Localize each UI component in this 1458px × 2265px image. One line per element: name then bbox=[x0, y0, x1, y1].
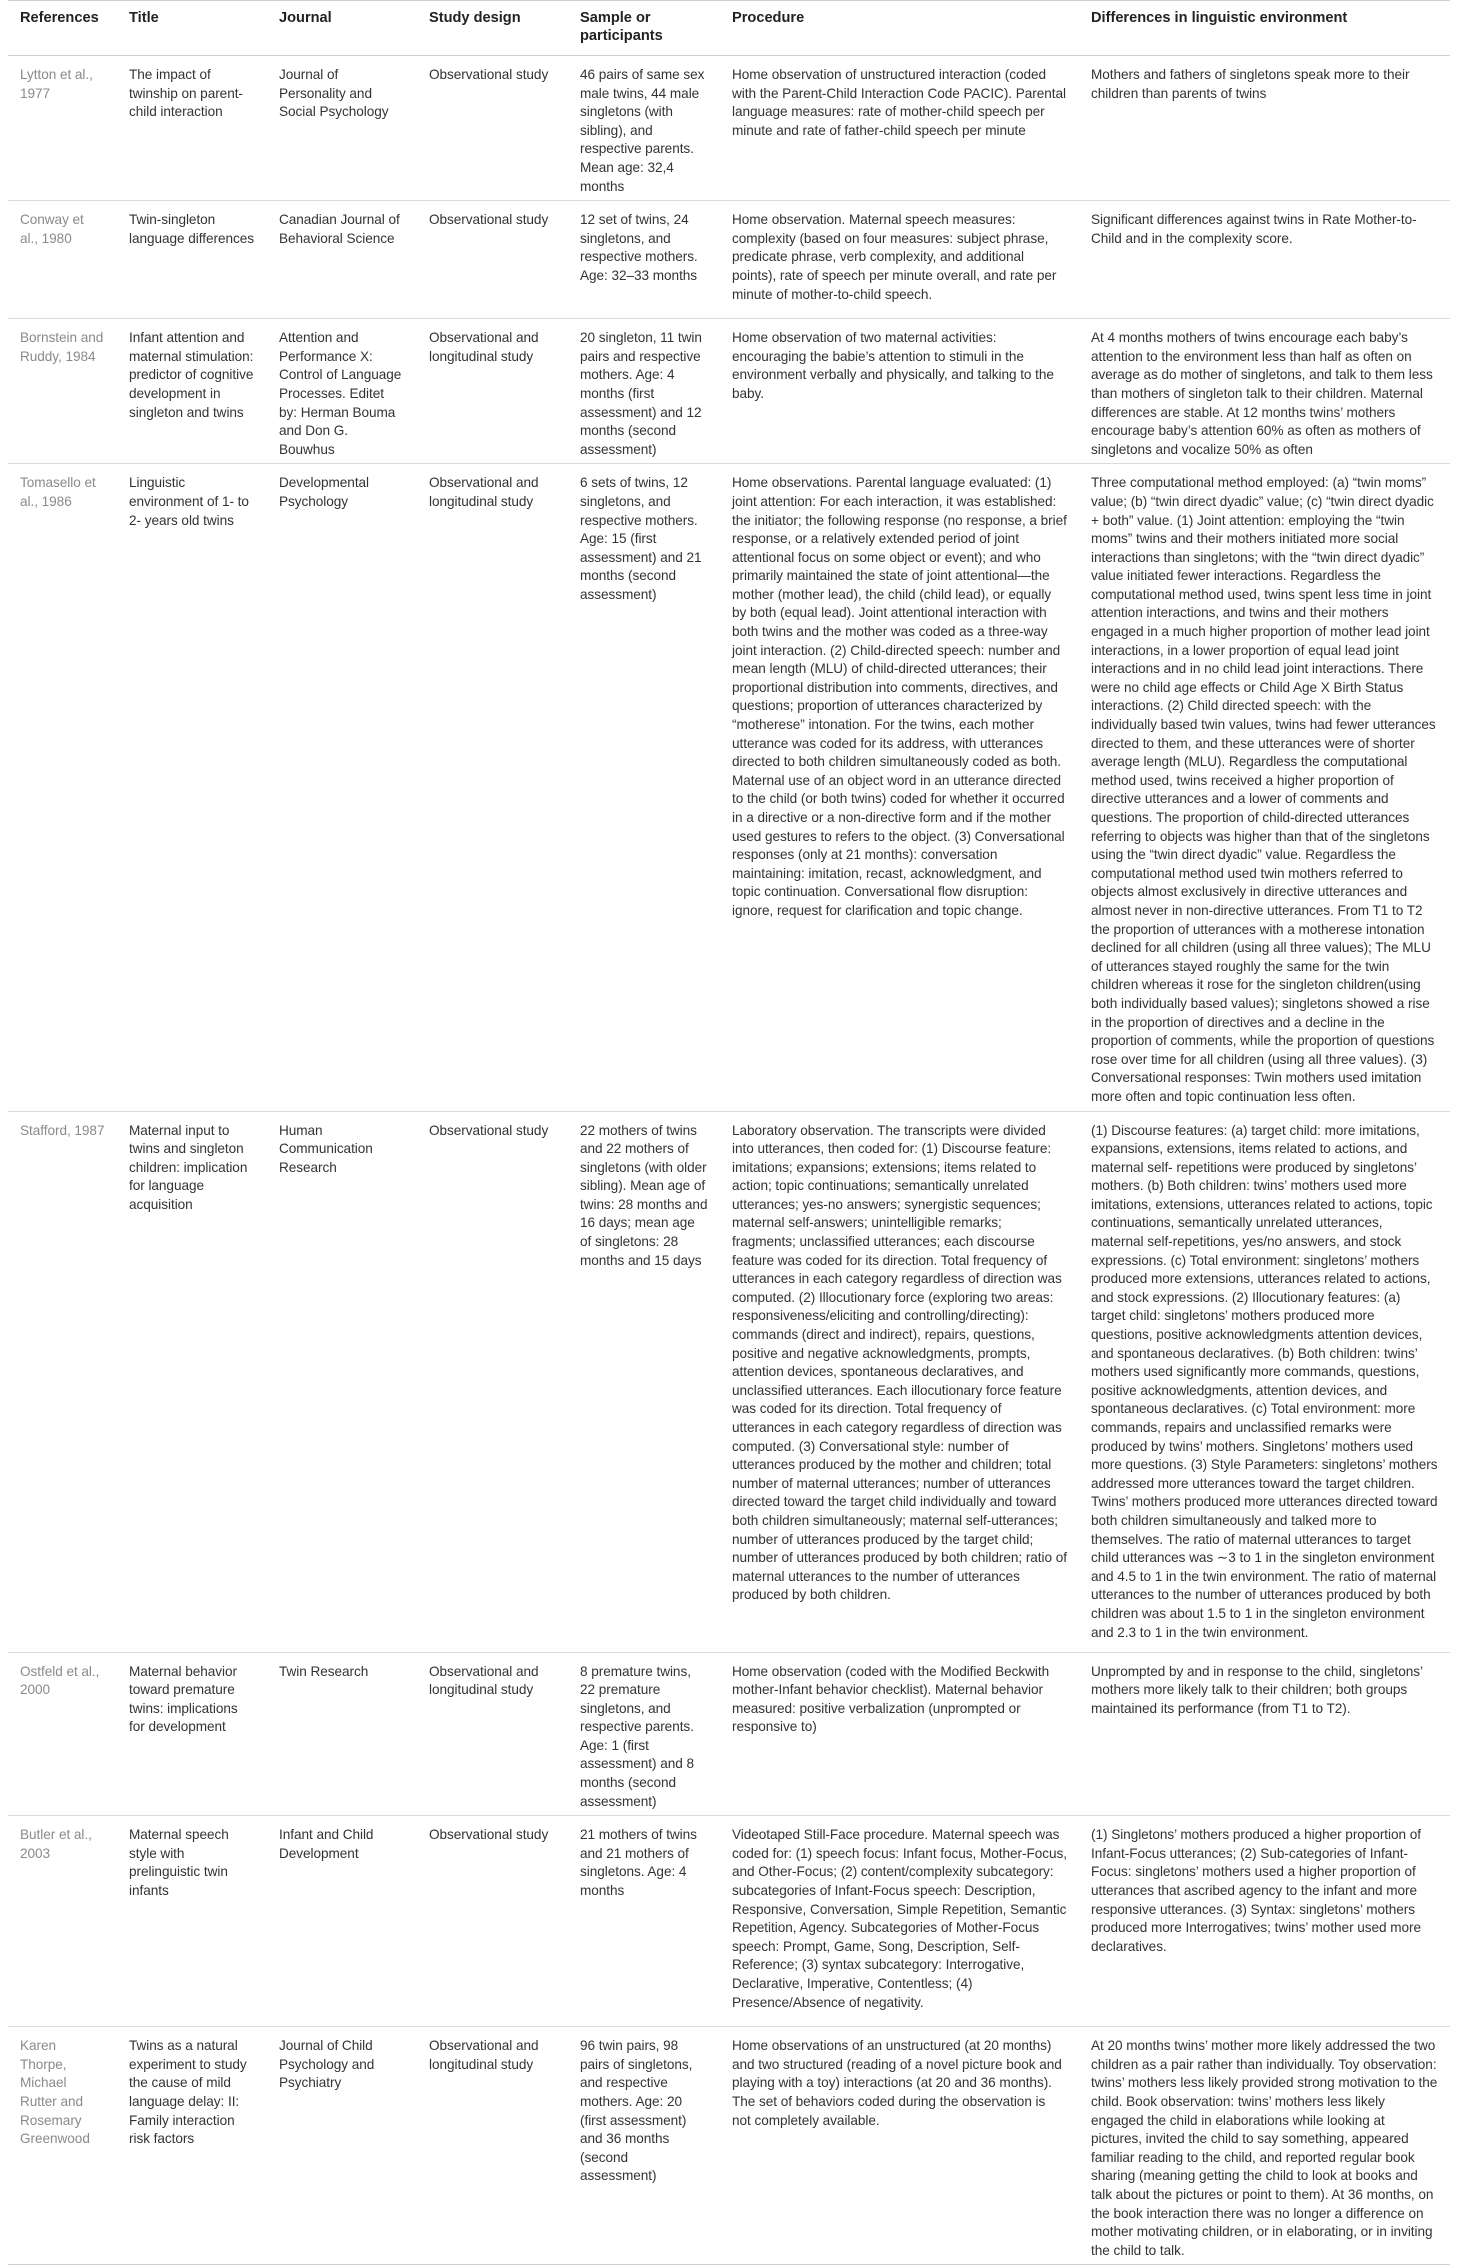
cell-reference: Conway et al., 1980 bbox=[8, 201, 117, 319]
table-row bbox=[8, 1816, 1450, 2027]
cell-procedure: Home observation. Maternal speech measures: complexity (based on four measures: subject phrase, predicate phrase, verb complexity, and additional points), rate of speech per minute overall, and rate per minute of mother-to-child speech. bbox=[720, 201, 1079, 319]
cell-journal: Human Communication Research bbox=[267, 1111, 417, 1652]
cell-procedure: Laboratory observation. The transcripts were divided into utterances, then coded for: (1) Discourse feature: imitations; expansions; extensions; items related to action; topic continuations; semantically unrelated utterances; yes-no answers; synergistic sequences; maternal self-answers; unintelligible remarks; fragments; unclassified utterances; each discourse feature was coded for its direction. Total frequency of utterances in each category regardless of direction was computed. (2) Illocutionary force (exploring two areas: responsiveness/eliciting and controlling/directing): commands (direct and indirect), repairs, questions, positive and negative acknowledgments, prompts, attention devices, spontaneous declaratives, and unclassified utterances. Each illocutionary force feature was coded for its direction. Total frequency of utterances in each category regardless of direction was computed. (3) Conversational style: number of utterances produced by the mother and children; total number of maternal utterances; number of utterances directed toward the target child individually and toward both children simultaneously; maternal self-utterances; number of utterances produced by the target child; number of utterances produced by both children; ratio of maternal utterances to the number of utterances produced by both children. bbox=[720, 1111, 1079, 1652]
cell-differences: (1) Singletons’ mothers produced a higher proportion of Infant-Focus utterances; (2) Sub-categories of Infant-Focus: singletons’ mothers used a higher proportion of utterances that ascribed agency to the infant and more responsive utterances. (3) Syntax: singletons’ mothers produced more Interrogatives; twins’ mother used more declaratives. bbox=[1079, 1816, 1450, 2027]
cell-journal: Journal of Personality and Social Psychology bbox=[267, 56, 417, 201]
cell-differences: Three computational method employed: (a) “twin moms” value; (b) “twin direct dyadic” value; (c) “twin direct dyadic + both” value. (1) Joint attention: employing the “twin moms” twins and their mothers initiated more social interactions than singletons; with the “twin direct dyadic” value initiated fewer interactions. Regardless the computational method used, twins spent less time in joint attention interactions, and twins and their mothers engaged in a much higher proportion of mother lead joint interactions, in a lower proportion of equal lead joint interactions and in no child lead joint interactions. There were no child age effects or Child Age X Birth Status interactions. (2) Child directed speech: with the individually based twin values, twins had fewer utterances directed to them, and these utterances were of shorter average length (MLU). Regardless the computational method used, twins received a higher proportion of directive utterances and a lower of comments and questions. The proportion of child-directed utterances referring to objects was higher than that of the singletons using the “twin direct dyadic” value. Regardless the computational method used twin mothers referred to objects almost exclusively in directive utterances and almost never in non-directive utterances. From T1 to T2 the proportion of utterances with a motherese intonation declined for all children (using all three values); The MLU of utterances stayed roughly the same for the twin children whereas it rose for the singleton children(using both individually based values); singletons showed a rise in the proportion of directives and a decline in the proportion of comments, while the proportion of questions rose over time for all children (using all three values). (3) Conversational responses: Twin mothers used imitation more often and topic continuation less often. bbox=[1079, 464, 1450, 1111]
cell-journal: Twin Research bbox=[267, 1652, 417, 1816]
cell-journal: Attention and Performance X: Control of Language Processes. Editet by: Herman Bouma and Don G. Bouwhus bbox=[267, 319, 417, 464]
cell-procedure: Home observations of an unstructured (at 20 months) and two structured (reading of a novel picture book and playing with a toy) interactions (at 20 and 36 months). The set of behaviors coded during the observation is not completely available. bbox=[720, 2027, 1079, 2265]
cell-journal: Infant and Child Development bbox=[267, 1816, 417, 2027]
cell-design: Observational study bbox=[417, 1111, 568, 1652]
cell-title: Linguistic environment of 1- to 2- years old twins bbox=[117, 464, 267, 1111]
cell-procedure: Home observation of two maternal activities: encouraging the babie’s attention to stimuli in the environment verbally and physically, and talking to the baby. bbox=[720, 319, 1079, 464]
table-row bbox=[8, 201, 1450, 319]
cell-reference: Lytton et al., 1977 bbox=[8, 56, 117, 201]
header-sample: Sample or participants bbox=[568, 1, 720, 56]
cell-reference: Stafford, 1987 bbox=[8, 1111, 117, 1652]
cell-journal: Developmental Psychology bbox=[267, 464, 417, 1111]
studies-table bbox=[8, 0, 1450, 2265]
cell-reference: Tomasello et al., 1986 bbox=[8, 464, 117, 1111]
cell-sample: 46 pairs of same sex male twins, 44 male singletons (with sibling), and respective parents. Mean age: 32,4 months bbox=[568, 56, 720, 201]
table-row bbox=[8, 56, 1450, 201]
cell-differences: (1) Discourse features: (a) target child: more imitations, expansions, extensions, items related to actions, and maternal self- repetitions were produced by singletons’ mothers. (b) Both children: twins’ mothers used more imitations, extensions, utterances related to actions, topic continuations, semantically unrelated utterances, maternal self-repetitions, yes/no answers, and stock expressions. (c) Total environment: singletons’ mothers produced more extensions, utterances related to actions, and stock expressions. (2) Illocutionary features: (a) target child: singletons’ mothers produced more questions, positive acknowledgments attention devices, and spontaneous declaratives. (b) Both children: twins’ mothers used significantly more commands, questions, positive acknowledgments, attention devices, and spontaneous declaratives. (c) Total environment: more commands, repairs and unclassified remarks were produced by twins’ mothers. Singletons’ mothers used more questions. (3) Style Parameters: singletons’ mothers addressed more utterances toward the target children. Twins’ mothers produced more utterances directed toward both children simultaneously and talked more to themselves. The ratio of maternal utterances to target child utterances was ∼3 to 1 in the singleton environment and 4.5 to 1 in the twin environment. The ratio of maternal utterances to the number of utterances produced by both children was about 1.5 to 1 in the singleton environment and 2.3 to 1 in the twin environment. bbox=[1079, 1111, 1450, 1652]
cell-reference: Butler et al., 2003 bbox=[8, 1816, 117, 2027]
cell-differences: Mothers and fathers of singletons speak more to their children than parents of twins bbox=[1079, 56, 1450, 201]
cell-differences: Significant differences against twins in Rate Mother-to-Child and in the complexity score. bbox=[1079, 201, 1450, 319]
cell-title: Maternal behavior toward premature twins: implications for development bbox=[117, 1652, 267, 1816]
cell-differences: Unprompted by and in response to the child, singletons’ mothers more likely talk to their children; both groups maintained its performance (from T1 to T2). bbox=[1079, 1652, 1450, 1816]
cell-reference: Karen Thorpe, Michael Rutter and Rosemary Greenwood bbox=[8, 2027, 117, 2265]
cell-design: Observational and longitudinal study bbox=[417, 464, 568, 1111]
cell-design: Observational and longitudinal study bbox=[417, 319, 568, 464]
table-row bbox=[8, 464, 1450, 1111]
table-row bbox=[8, 2027, 1450, 2265]
cell-design: Observational and longitudinal study bbox=[417, 2027, 568, 2265]
cell-title: Infant attention and maternal stimulation: predictor of cognitive development in singleton and twins bbox=[117, 319, 267, 464]
cell-reference: Ostfeld et al., 2000 bbox=[8, 1652, 117, 1816]
header-procedure: Procedure bbox=[720, 1, 1079, 56]
cell-sample: 6 sets of twins, 12 singletons, and respective mothers. Age: 15 (first assessment) and 21 months (second assessment) bbox=[568, 464, 720, 1111]
cell-journal: Journal of Child Psychology and Psychiatry bbox=[267, 2027, 417, 2265]
cell-sample: 20 singleton, 11 twin pairs and respective mothers. Age: 4 months (first assessment) and 12 months (second assessment) bbox=[568, 319, 720, 464]
cell-title: Twins as a natural experiment to study the cause of mild language delay: II: Family interaction risk factors bbox=[117, 2027, 267, 2265]
header-references: References bbox=[8, 1, 117, 56]
cell-title: Twin-singleton language differences bbox=[117, 201, 267, 319]
table-row bbox=[8, 319, 1450, 464]
cell-sample: 21 mothers of twins and 21 mothers of singletons. Age: 4 months bbox=[568, 1816, 720, 2027]
cell-reference: Bornstein and Ruddy, 1984 bbox=[8, 319, 117, 464]
cell-procedure: Home observations. Parental language evaluated: (1) joint attention: For each interaction, it was established: the initiator; the following response (no response, a brief response, or a relatively extended period of joint attentional focus on some object or event); and who primarily maintained the state of joint attentional—the mother (mother lead), the child (child lead), or equally by both (equal lead). Joint attentional interaction with both twins and the mother was coded as a three-way joint interaction. (2) Child-directed speech: number and mean length (MLU) of child-directed utterances; their proportional distribution into comments, directives, and questions; proportion of utterances characterized by “motherese” intonation. For the twins, each mother utterance was coded for its address, with utterances directed to both children simultaneously coded as both. Maternal use of an object word in an utterance directed to the child (or both twins) coded for whether it occurred in a directive or a non-directive form and if the mother used gestures to refers to the object. (3) Conversational responses (only at 21 months): conversation maintaining: imitation, recast, acknowledgment, and topic continuation. Conversational flow disruption: ignore, request for clarification and topic change. bbox=[720, 464, 1079, 1111]
table-row bbox=[8, 1111, 1450, 1652]
cell-differences: At 20 months twins’ mother more likely addressed the two children as a pair rather than individually. Toy observation: twins’ mothers less likely provided strong motivation to the child. Book observation: twins’ mothers less likely engaged the child in elaborations while looking at pictures, invited the child to say something, appeared familiar reading to the child, and reported regular book sharing (meaning getting the child to look at books and talk about the pictures or point to them). At 36 months, on the book interaction there was no longer a difference on mother motivating children, or in elaborating, or in inviting the child to talk. bbox=[1079, 2027, 1450, 2265]
cell-design: Observational study bbox=[417, 1816, 568, 2027]
cell-design: Observational and longitudinal study bbox=[417, 1652, 568, 1816]
cell-title: Maternal speech style with prelinguistic twin infants bbox=[117, 1816, 267, 2027]
header-journal: Journal bbox=[267, 1, 417, 56]
header-study-design: Study design bbox=[417, 1, 568, 56]
cell-journal: Canadian Journal of Behavioral Science bbox=[267, 201, 417, 319]
cell-procedure: Home observation (coded with the Modified Beckwith mother-Infant behavior checklist). Maternal behavior measured: positive verbalization (unprompted or responsive to) bbox=[720, 1652, 1079, 1816]
cell-sample: 12 set of twins, 24 singletons, and respective mothers. Age: 32–33 months bbox=[568, 201, 720, 319]
header-title: Title bbox=[117, 1, 267, 56]
table-header bbox=[8, 1, 1450, 56]
cell-differences: At 4 months mothers of twins encourage each baby’s attention to the environment less than half as often on average as do mother of singletons, and talk to them less than mothers of singleton talk to their children. Maternal differences are stable. At 12 months twins’ mothers encourage baby’s attention 60% as often as mothers of singletons and vocalize 50% as often bbox=[1079, 319, 1450, 464]
table-row bbox=[8, 1652, 1450, 1816]
cell-sample: 96 twin pairs, 98 pairs of singletons, and respective mothers. Age: 20 (first assessment) and 36 months (second assessment) bbox=[568, 2027, 720, 2265]
cell-title: Maternal input to twins and singleton children: implication for language acquisition bbox=[117, 1111, 267, 1652]
cell-sample: 8 premature twins, 22 premature singletons, and respective parents. Age: 1 (first assessment) and 8 months (second assessment) bbox=[568, 1652, 720, 1816]
header-differences: Differences in linguistic environment bbox=[1079, 1, 1450, 56]
cell-title: The impact of twinship on parent-child interaction bbox=[117, 56, 267, 201]
cell-sample: 22 mothers of twins and 22 mothers of singletons (with older sibling). Mean age of twins: 28 months and 16 days; mean age of singletons: 28 months and 15 days bbox=[568, 1111, 720, 1652]
cell-design: Observational study bbox=[417, 201, 568, 319]
cell-design: Observational study bbox=[417, 56, 568, 201]
cell-procedure: Videotaped Still-Face procedure. Maternal speech was coded for: (1) speech focus: Infant focus, Mother-Focus, and Other-Focus; (2) content/complexity subcategory: subcategories of Infant-Focus speech: Description, Responsive, Conversation, Simple Repetition, Semantic Repetition, Agency. Subcategories of Mother-Focus speech: Prompt, Game, Song, Description, Self-Reference; (3) syntax subcategory: Interrogative, Declarative, Imperative, Contentless; (4) Presence/Absence of negativity. bbox=[720, 1816, 1079, 2027]
cell-procedure: Home observation of unstructured interaction (coded with the Parent-Child Interaction Code PACIC). Parental language measures: rate of mother-child speech per minute and rate of father-child speech per minute bbox=[720, 56, 1079, 201]
